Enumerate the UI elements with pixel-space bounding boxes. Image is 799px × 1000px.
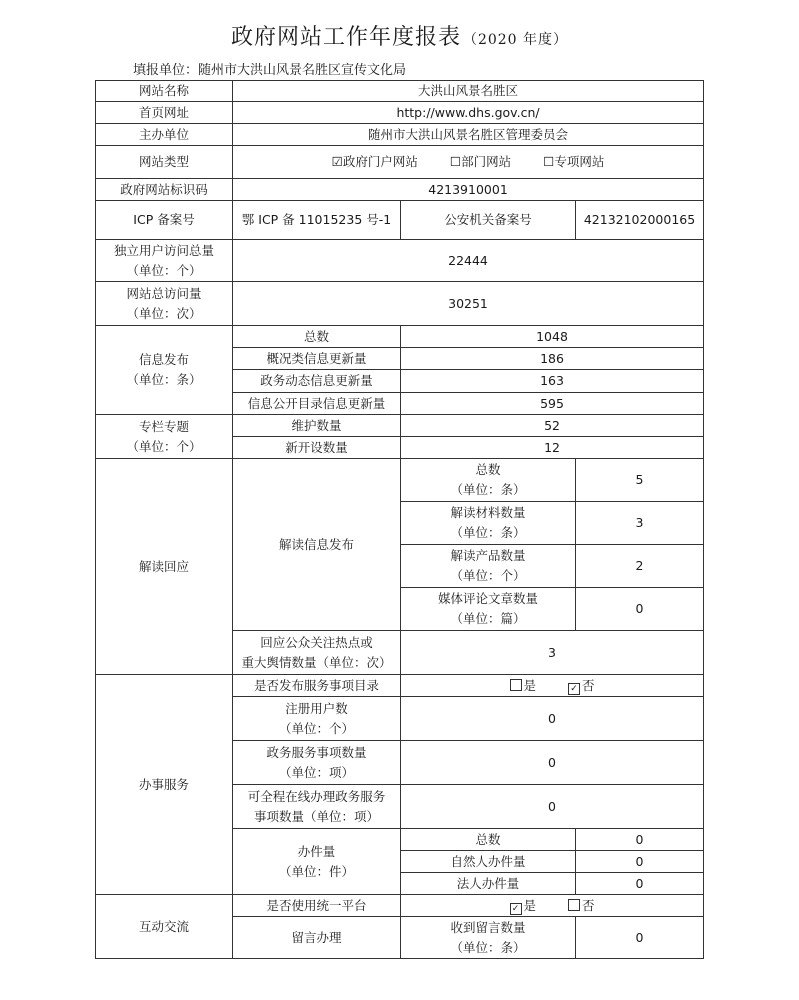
platform-yes-label: 是 <box>523 897 537 913</box>
homepage-value: http://www.dhs.gov.cn/ <box>233 102 704 124</box>
msg-item-label <box>401 917 576 959</box>
pv-value: 30251 <box>233 282 704 326</box>
hot-label-line2: 重大舆情数量（单位：次） <box>241 654 392 670</box>
unit-value: 随州市大洪山风景名胜区宣传文化局 <box>198 63 407 78</box>
platform-no <box>568 898 595 913</box>
column-unit: （单位：个） <box>126 438 202 454</box>
catalog-no-label: 否 <box>582 677 595 693</box>
platform-no-label: 否 <box>582 897 595 913</box>
interpret-item-value: 2 <box>576 545 704 588</box>
police-label: 公安机关备案号 <box>401 201 576 240</box>
column-item-label: 新开设数量 <box>233 437 401 459</box>
interpret-item-unit: （单位：条） <box>450 525 526 540</box>
interpret-item-label <box>401 545 576 588</box>
checked-box-icon: ✓ <box>568 683 580 695</box>
icp-value: 鄂 ICP 备 11015235 号-1 <box>233 201 401 240</box>
info-label-text: 信息发布 <box>138 352 189 367</box>
interpret-item-name: 媒体评论文章数量 <box>437 591 538 606</box>
interpret-item-name: 总数 <box>475 462 501 477</box>
volume-label-text: 办件量 <box>297 843 336 859</box>
users-value: 0 <box>401 697 704 741</box>
column-item-value: 52 <box>401 415 704 437</box>
site-name-value: 大洪山风景名胜区 <box>233 81 704 102</box>
row-uv <box>96 240 704 282</box>
platform-options <box>401 895 704 917</box>
uv-value: 22444 <box>233 240 704 282</box>
checked-box-icon: ☑ <box>331 154 343 169</box>
unit-label: 填报单位： <box>133 63 199 78</box>
interpret-item-name: 解读产品数量 <box>450 548 526 563</box>
service-label: 办事服务 <box>96 675 233 895</box>
items-label <box>233 741 401 785</box>
row-interpret-total <box>96 459 704 502</box>
users-label <box>233 697 401 741</box>
interpret-item-value: 0 <box>576 588 704 631</box>
interpret-label: 解读回应 <box>96 459 233 675</box>
police-value: 42132102000165 <box>576 201 704 240</box>
column-label <box>96 415 233 459</box>
row-site-name <box>96 81 704 102</box>
column-item-label: 维护数量 <box>233 415 401 437</box>
hot-value: 3 <box>401 631 704 675</box>
site-type-label: 网站类型 <box>96 146 233 179</box>
site-type-options <box>233 146 704 179</box>
interpret-item-name: 解读材料数量 <box>450 505 526 520</box>
option-portal-label: 政府门户网站 <box>342 154 418 169</box>
msg-value: 0 <box>576 917 704 959</box>
sponsor-value: 随州市大洪山风景名胜区管理委员会 <box>233 124 704 146</box>
homepage-label: 首页网址 <box>96 102 233 124</box>
uv-label <box>96 240 233 282</box>
site-type-option-dept <box>450 154 511 169</box>
site-id-label: 政府网站标识码 <box>96 179 233 201</box>
unchecked-box-icon: ☐ <box>449 154 462 169</box>
msg-label: 留言办理 <box>233 917 401 959</box>
site-type-option-special <box>543 154 604 169</box>
online-label-line1: 可全程在线办理政务服务 <box>247 788 386 804</box>
icp-label: ICP 备案号 <box>96 201 233 240</box>
interpret-item-unit: （单位：个） <box>450 568 526 583</box>
option-dept-label: 部门网站 <box>461 154 512 169</box>
info-item-value: 163 <box>401 370 704 393</box>
uv-label-text: 独立用户访问总量 <box>113 242 214 258</box>
hot-label <box>233 631 401 675</box>
info-item-label: 概况类信息更新量 <box>233 348 401 370</box>
row-sponsor <box>96 124 704 146</box>
catalog-label: 是否发布服务事项目录 <box>233 675 401 697</box>
site-type-option-portal <box>332 154 418 169</box>
info-unit: （单位：条） <box>126 372 202 387</box>
pv-unit: （单位：次） <box>126 305 202 321</box>
info-item-label: 政务动态信息更新量 <box>233 370 401 393</box>
info-item-value: 595 <box>401 393 704 415</box>
volume-item-value: 0 <box>576 873 704 895</box>
interpret-item-label <box>401 502 576 545</box>
users-label-text: 注册用户数 <box>285 700 348 716</box>
volume-item-value: 0 <box>576 851 704 873</box>
unchecked-box-icon: ☐ <box>543 154 555 169</box>
info-item-label: 信息公开目录信息更新量 <box>233 393 401 415</box>
volume-item-label: 总数 <box>401 829 576 851</box>
row-info-total <box>96 326 704 348</box>
row-homepage <box>96 102 704 124</box>
platform-label: 是否使用统一平台 <box>233 895 401 917</box>
option-special-label: 专项网站 <box>554 154 605 169</box>
site-name-label: 网站名称 <box>96 81 233 102</box>
row-pv <box>96 282 704 326</box>
row-interact-platform <box>96 895 704 917</box>
interpret-item-unit: （单位：篇） <box>450 611 526 626</box>
row-site-id <box>96 179 704 201</box>
catalog-options <box>401 675 704 697</box>
interpret-sub-label: 解读信息发布 <box>233 459 401 631</box>
unchecked-box-icon <box>510 679 522 691</box>
interpret-item-value: 3 <box>576 502 704 545</box>
interpret-item-unit: （单位：条） <box>450 482 526 497</box>
items-value: 0 <box>401 741 704 785</box>
catalog-yes-label: 是 <box>523 677 537 693</box>
checked-box-icon: ✓ <box>510 903 522 915</box>
hot-label-line1: 回应公众关注热点或 <box>260 634 373 650</box>
volume-item-label: 自然人办件量 <box>401 851 576 873</box>
msg-item-unit: （单位：条） <box>450 939 526 955</box>
volume-item-value: 0 <box>576 829 704 851</box>
report-table <box>95 80 704 959</box>
report-title <box>0 20 799 51</box>
items-label-text: 政务服务事项数量 <box>266 744 367 760</box>
info-item-value: 186 <box>401 348 704 370</box>
title-year: （2020 年度） <box>462 32 569 48</box>
reporting-unit <box>133 59 406 78</box>
users-unit: （单位：个） <box>278 720 354 736</box>
online-value: 0 <box>401 785 704 829</box>
pv-label <box>96 282 233 326</box>
interpret-item-value: 5 <box>576 459 704 502</box>
info-item-value: 1048 <box>401 326 704 348</box>
interpret-item-label <box>401 459 576 502</box>
pv-label-text: 网站总访问量 <box>126 285 202 301</box>
msg-item-text: 收到留言数量 <box>450 919 526 935</box>
platform-yes <box>510 898 537 913</box>
online-label <box>233 785 401 829</box>
row-column-maintain <box>96 415 704 437</box>
volume-label <box>233 829 401 895</box>
column-label-text: 专栏专题 <box>138 418 189 434</box>
site-id-value: 4213910001 <box>233 179 704 201</box>
row-site-type <box>96 146 704 179</box>
uv-unit: （单位：个） <box>126 262 202 278</box>
info-label <box>96 326 233 415</box>
column-item-value: 12 <box>401 437 704 459</box>
unchecked-box-icon <box>568 899 580 911</box>
interpret-item-label <box>401 588 576 631</box>
catalog-no <box>568 678 595 693</box>
volume-item-label: 法人办件量 <box>401 873 576 895</box>
catalog-yes <box>510 678 537 693</box>
interact-label: 互动交流 <box>96 895 233 959</box>
info-item-label: 总数 <box>233 326 401 348</box>
online-label-line2: 事项数量（单位：项） <box>253 808 379 824</box>
title-text: 政府网站工作年度报表 <box>230 25 461 50</box>
volume-unit: （单位：件） <box>278 863 354 879</box>
items-unit: （单位：项） <box>278 764 354 780</box>
sponsor-label: 主办单位 <box>96 124 233 146</box>
row-icp <box>96 201 704 240</box>
row-service-catalog <box>96 675 704 697</box>
